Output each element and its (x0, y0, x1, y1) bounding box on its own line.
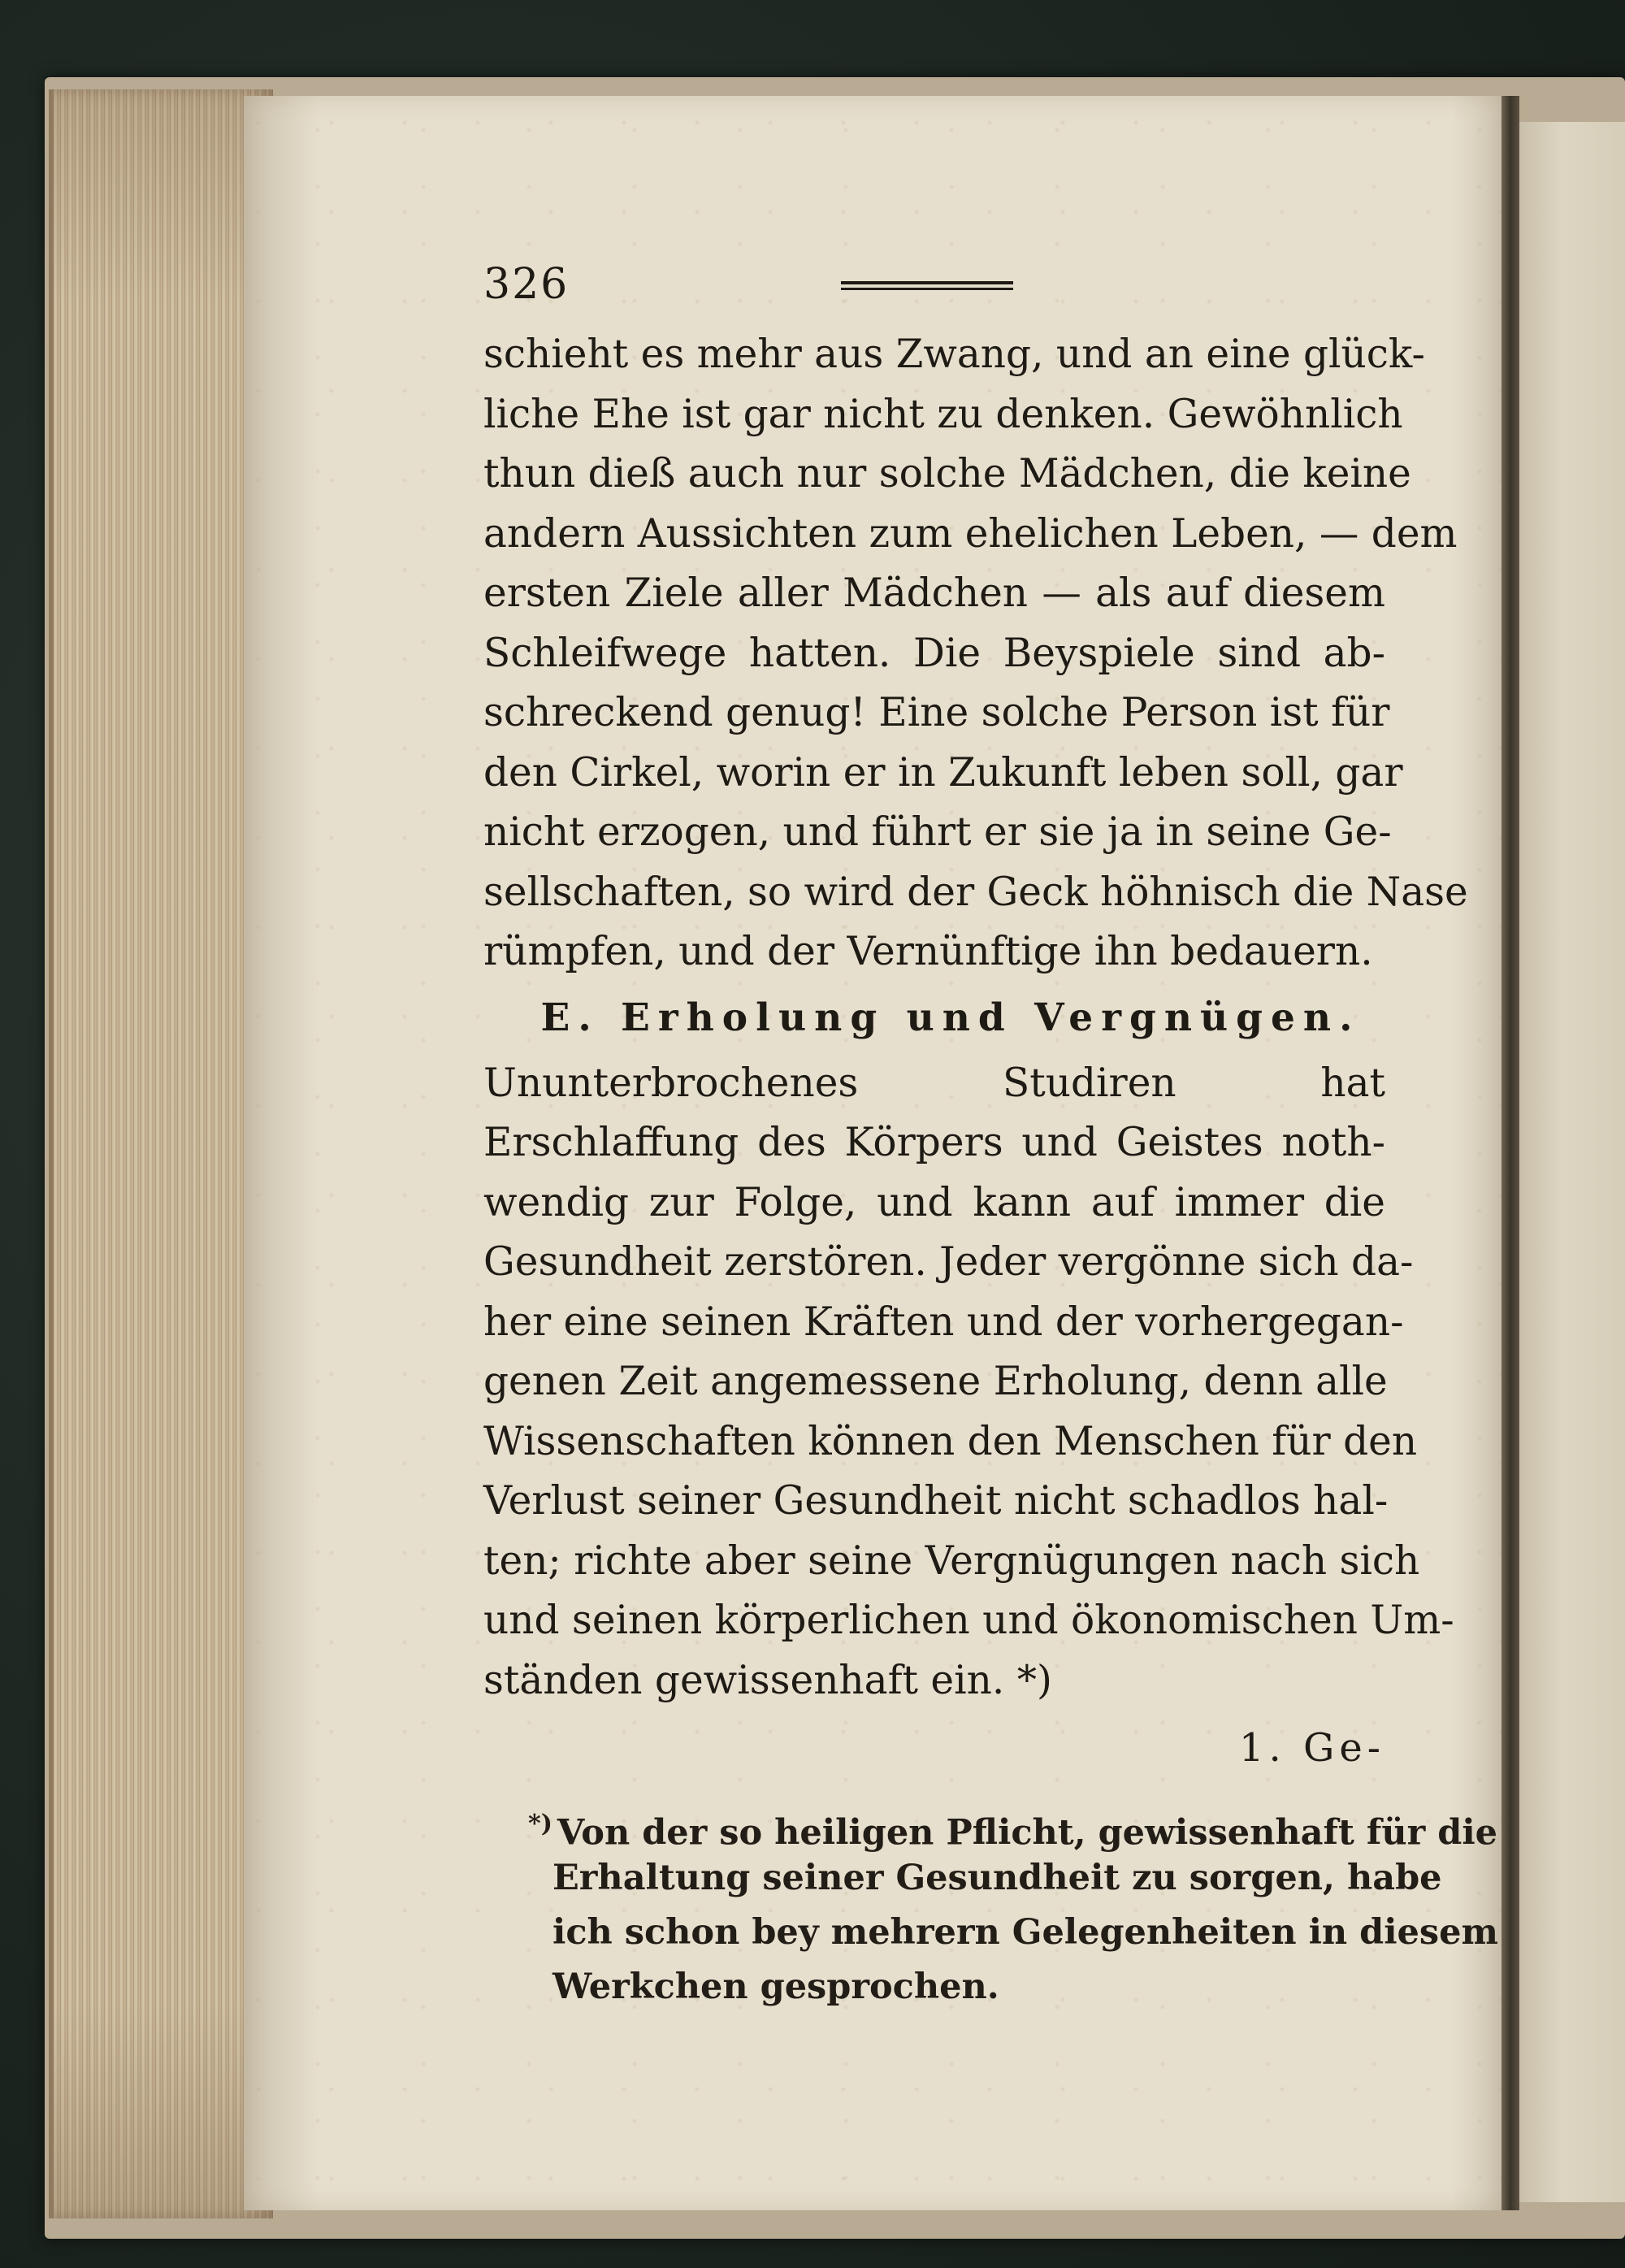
text-line: Verlust seiner Gesundheit nicht schadlos hal- (483, 1478, 1389, 1524)
text-line: wendig zur Folge, und kann auf immer die (483, 1179, 1385, 1225)
text-line: ten; richte aber seine Vergnügungen nach sich (483, 1537, 1420, 1584)
footnote-line: ich schon bey mehrern Gelegenheiten in diesem (552, 1912, 1498, 1953)
page-edges (49, 89, 273, 2218)
text-line: Wissenschaften können den Menschen für den (483, 1418, 1418, 1464)
footnote-line: Erhaltung seiner Gesundheit zu sorgen, habe (552, 1858, 1442, 1898)
page-text (483, 260, 1498, 2014)
text-line: andern Aussichten zum ehelichen Leben, — dem (483, 510, 1458, 557)
binding-gutter (1502, 96, 1519, 2210)
text-line: genen Zeit angemessene Erholung, denn alle (483, 1359, 1388, 1404)
text-line: liche Ehe ist gar nicht zu denken. Gewöhnlich (483, 391, 1403, 437)
page-number: 326 (483, 260, 570, 309)
footnote-mark: *) (528, 1810, 552, 1838)
text-line: rümpfen, und der Vernünftige ihn bedauern. (483, 929, 1373, 974)
footnote-text: Von der so heiligen Pflicht, gewissenhaft für die (557, 1812, 1498, 1854)
text-line: ständen gewissenhaft ein. *) (483, 1657, 1052, 1703)
text-line: thun dieß auch nur solche Mädchen, die keine (483, 451, 1411, 497)
header-rule (841, 281, 1013, 297)
paragraph-1 (483, 325, 1468, 982)
text-line: den Cirkel, worin er in Zukunft leben soll, gar (483, 749, 1403, 796)
text-line: Erschlaffung des Körpers und Geistes noth- (483, 1120, 1385, 1165)
text-line: nicht erzogen, und führt er sie ja in seine Ge- (483, 809, 1392, 855)
section-heading: E. Erholung und Vergnügen. (540, 995, 1361, 1040)
text-line: Ununterbrochenes Studiren hat (483, 1060, 1385, 1106)
footnote-line: Werkchen gesprochen. (552, 1967, 999, 2007)
paragraph-2 (483, 1054, 1454, 1711)
facing-page-edge (1519, 122, 1625, 2202)
footnote-line (483, 1797, 1498, 1854)
catchword: 1. Ge- (1238, 1725, 1385, 1771)
page-header (483, 260, 1385, 325)
text-line: sellschaften, so wird der Geck höhnisch die Nase (483, 869, 1468, 915)
text-line: Gesundheit zerstören. Jeder vergönne sich da- (483, 1239, 1414, 1285)
text-line: her eine seinen Kräften und der vorhergegan- (483, 1299, 1404, 1345)
text-line: ersten Ziele aller Mädchen — als auf diesem (483, 570, 1385, 616)
text-line: und seinen körperlichen und ökonomischen Um- (483, 1598, 1454, 1643)
text-line: Schleifwege hatten. Die Beyspiele sind ab- (483, 630, 1385, 676)
text-line: schreckend genug! Eine solche Person ist für (483, 690, 1390, 735)
footnote (483, 1797, 1498, 2014)
text-line: schieht es mehr aus Zwang, und an eine glück- (483, 332, 1425, 377)
